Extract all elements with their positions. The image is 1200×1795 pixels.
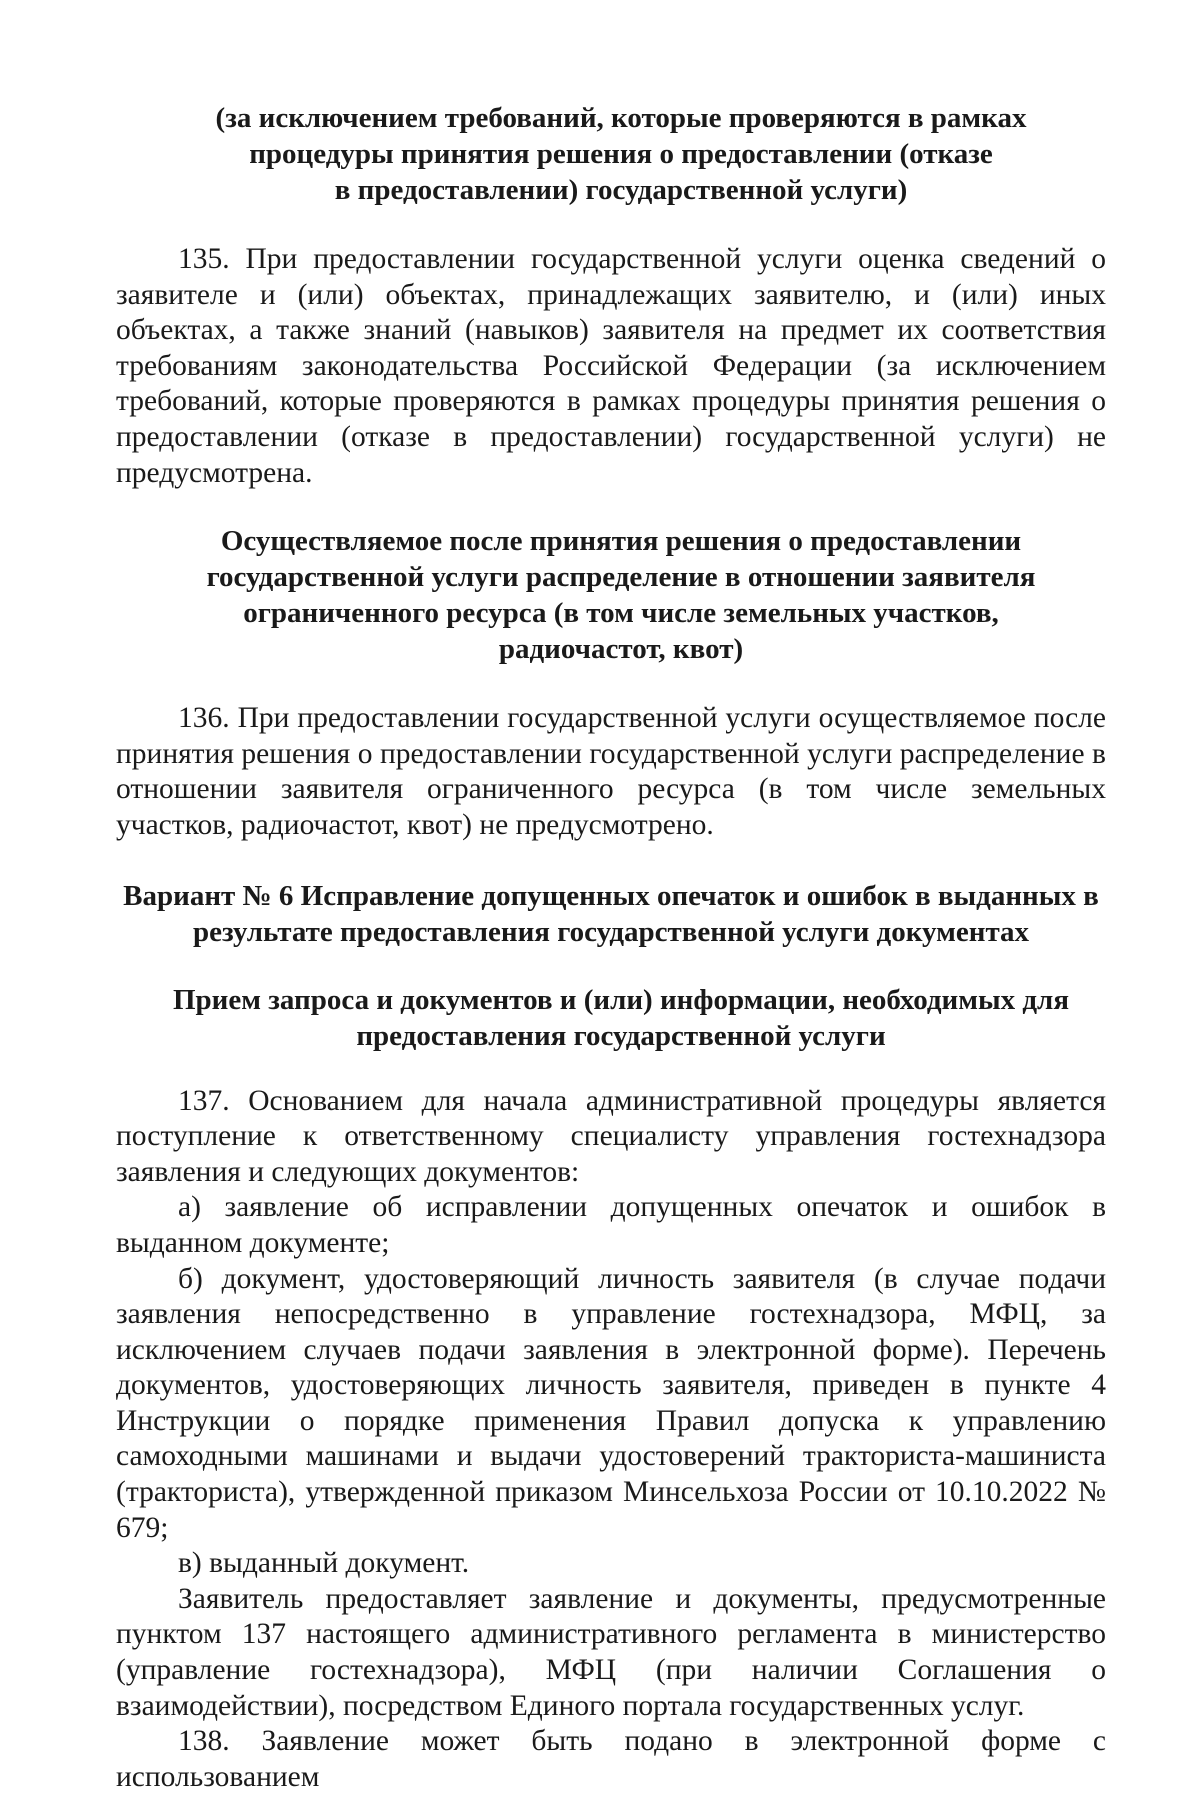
heading-line: радиочастот, квот) [498,633,744,666]
paragraph-137: 137. Основанием для начала административной процедуры является поступление к ответственному специалисту управления гостехнадзора заявления и следующих документов: [116,1084,1106,1188]
heading-line: ограниченного ресурса (в том числе земельных участков, [243,597,999,630]
heading-variant-6 [116,878,1106,950]
heading-line: Вариант № 6 Исправление допущенных опечаток и ошибок в выданных в [123,879,1099,912]
heading-line: результате предоставления государственной услуги документах [192,915,1030,948]
heading-request-reception [116,982,1106,1054]
list-item-a: а) заявление об исправлении допущенных опечаток и ошибок в выданном документе; [116,1191,1106,1259]
heading-line: Прием запроса и документов и (или) информации, необходимых для [172,983,1070,1016]
heading-line: Осуществляемое после принятия решения о предоставлении [220,525,1022,558]
paragraph-135: 135. При предоставлении государственной услуги оценка сведений о заявителе и (или) объектах, принадлежащих заявителю, и (или) иных объектах, а также знаний (навыков) заявителя на предмет их соответствия требованиям законодательства Российской Федерации (за исключением требований, которые проверяются в рамках процедуры принятия решения о предоставлении (отказе в предоставлении) государственной услуги) не предусмотрена. [116,243,1106,489]
heading-line: предоставления государственной услуги [356,1019,886,1052]
paragraph-applicant: Заявитель предоставляет заявление и документы, предусмотренные пунктом 137 настоящего административного регламента в министерство (управление гостехнадзора), МФЦ (при наличии Соглашения о взаимодействии), посредством Единого портала государственных услуг. [116,1582,1106,1722]
heading-resource-distribution [116,523,1106,667]
heading-line: процедуры принятия решения о предоставлении (отказе [249,138,993,170]
heading-line: (за исключением требований, которые проверяются в рамках [215,102,1027,134]
paragraph-136: 136. При предоставлении государственной услуги осуществляемое после принятия решения о предоставлении государственной услуги распределение в отношении заявителя ограниченного ресурса (в том числе земельных участков, радиочастот, квот) не предусмотрено. [116,702,1106,841]
list-item-c: в) выданный документ. [178,1547,470,1580]
heading-line: государственной услуги распределение в отношении заявителя [206,561,1036,594]
paragraph-138: 138. Заявление может быть подано в электронной форме с использованием [116,1725,1106,1793]
list-item-b: б) документ, удостоверяющий личность заявителя (в случае подачи заявления непосредственно в управление гостехнадзора, МФЦ, за исключением случаев подачи заявления в электронной форме). Перечень документов, удостоверяющих личность заявителя, приведен в пункте 4 Инструкции о порядке применения Правил допуска к управлению самоходными машинами и выдачи удостоверений тракториста-машиниста (тракториста), утвержденной приказом Минсельхоза России от 10.10.2022 № 679; [116,1262,1106,1544]
heading-requirements-exception [116,100,1106,208]
heading-line: в предоставлении) государственной услуги) [334,174,908,206]
document-page [116,100,1106,1795]
